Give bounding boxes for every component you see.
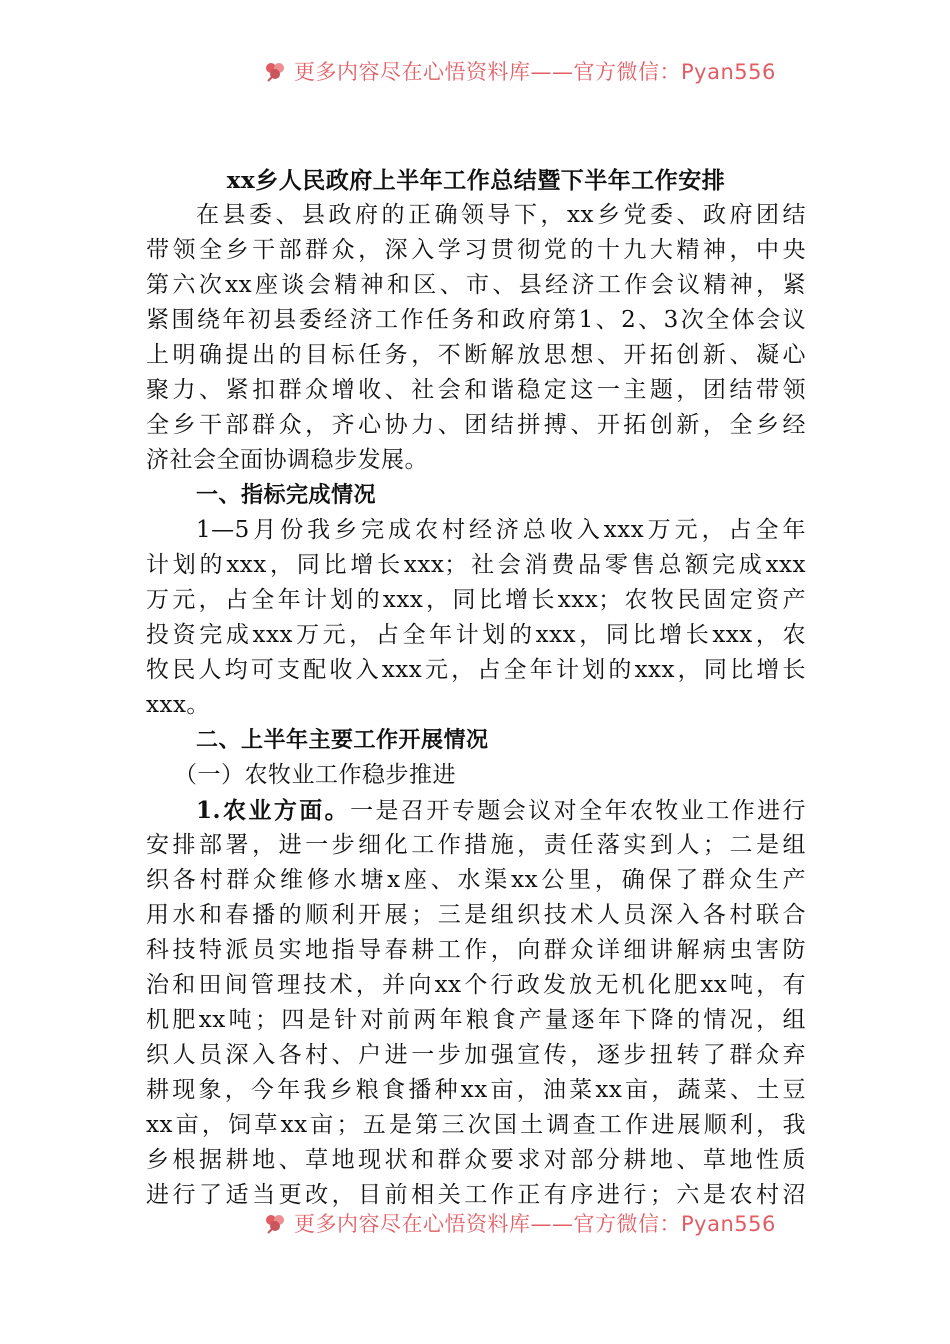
watermark-banner-top (262, 56, 776, 86)
paragraph-line: 在县委、县政府的正确领导下，xx乡党委、政府团结 (196, 202, 806, 228)
paragraph-line: 科技特派员实地指导春耕工作，向群众详细讲解病虫害防 (146, 937, 806, 963)
intro-paragraph (146, 198, 806, 478)
paragraph-line: 聚力、紧扣群众增收、社会和谐稳定这一主题，团结带领 (146, 377, 806, 403)
paragraph-line: 上明确提出的目标任务，不断解放思想、开拓创新、凝心 (146, 342, 806, 368)
paragraph-line: 计划的xxx，同比增长xxx；社会消费品零售总额完成xxx (146, 552, 806, 578)
indicators-paragraph (146, 513, 806, 723)
paragraph-line: 济社会全面协调稳步发展。 (146, 447, 428, 473)
paragraph-line: 万元，占全年计划的xxx，同比增长xxx；农牧民固定资产 (146, 587, 806, 613)
agriculture-paragraph (146, 793, 806, 1213)
paragraph-line: 紧围绕年初县委经济工作任务和政府第1、2、3次全体会议 (146, 307, 806, 333)
item-text: 一是召开专题会议对全年农牧业工作进行 (350, 798, 807, 824)
paragraph-line: 用水和春播的顺利开展；三是组织技术人员深入各村联合 (146, 902, 806, 928)
paragraph-line: 第六次xx座谈会精神和区、市、县经济工作会议精神，紧 (146, 272, 806, 298)
paragraph-line: 织各村群众维修水塘x座、水渠xx公里，确保了群众生产 (146, 867, 806, 893)
paragraph-line: 全乡干部群众，齐心协力、团结拼搏、开拓创新，全乡经 (146, 412, 806, 438)
watermark-banner-bottom (262, 1208, 776, 1238)
section-heading: 一、指标完成情况 (196, 483, 377, 508)
paragraph-line: 带领全乡干部群众，深入学习贯彻党的十九大精神，中央 (146, 237, 806, 263)
paragraph-line (146, 793, 806, 828)
section-heading: 二、上半年主要工作开展情况 (196, 728, 489, 753)
paragraph-line: xx亩，饲草xx亩；五是第三次国土调查工作进展顺利，我 (146, 1112, 806, 1138)
paragraph-line: 1—5月份我乡完成农村经济总收入xxx万元，占全年 (196, 517, 806, 543)
watermark-text: 更多内容尽在心悟资料库——官方微信：Pyan556 (294, 60, 776, 84)
paragraph-line: 治和田间管理技术，并向xx个行政发放无机化肥xx吨，有 (146, 972, 806, 998)
paragraph-line: 耕现象，今年我乡粮食播种xx亩，油菜xx亩，蔬菜、土豆 (146, 1077, 806, 1103)
page-title: xx乡人民政府上半年工作总结暨下半年工作安排 (226, 167, 726, 194)
watermark-text: 更多内容尽在心悟资料库——官方微信：Pyan556 (294, 1212, 776, 1236)
paragraph-line: 牧民人均可支配收入xxx元，占全年计划的xxx，同比增长 (146, 657, 806, 683)
paragraph-line: 乡根据耕地、草地现状和群众要求对部分耕地、草地性质 (146, 1147, 806, 1173)
paragraph-line: 投资完成xxx万元，占全年计划的xxx，同比增长xxx，农 (146, 622, 806, 648)
paragraph-line: 进行了适当更改，目前相关工作正有序进行；六是农村沼 (146, 1182, 806, 1208)
document-body (146, 163, 806, 1213)
item-label: 1.农业方面。 (196, 797, 351, 824)
subsection-heading: （一）农牧业工作稳步推进 (174, 762, 456, 788)
clover-logo-icon (262, 60, 290, 82)
clover-logo-icon (262, 1212, 290, 1234)
paragraph-line: 织人员深入各村、户进一步加强宣传，逐步扭转了群众弃 (146, 1042, 806, 1068)
paragraph-line: 机肥xx吨；四是针对前两年粮食产量逐年下降的情况，组 (146, 1007, 806, 1033)
paragraph-line: xxx。 (146, 692, 210, 718)
paragraph-line: 安排部署，进一步细化工作措施，责任落实到人；二是组 (146, 832, 806, 858)
